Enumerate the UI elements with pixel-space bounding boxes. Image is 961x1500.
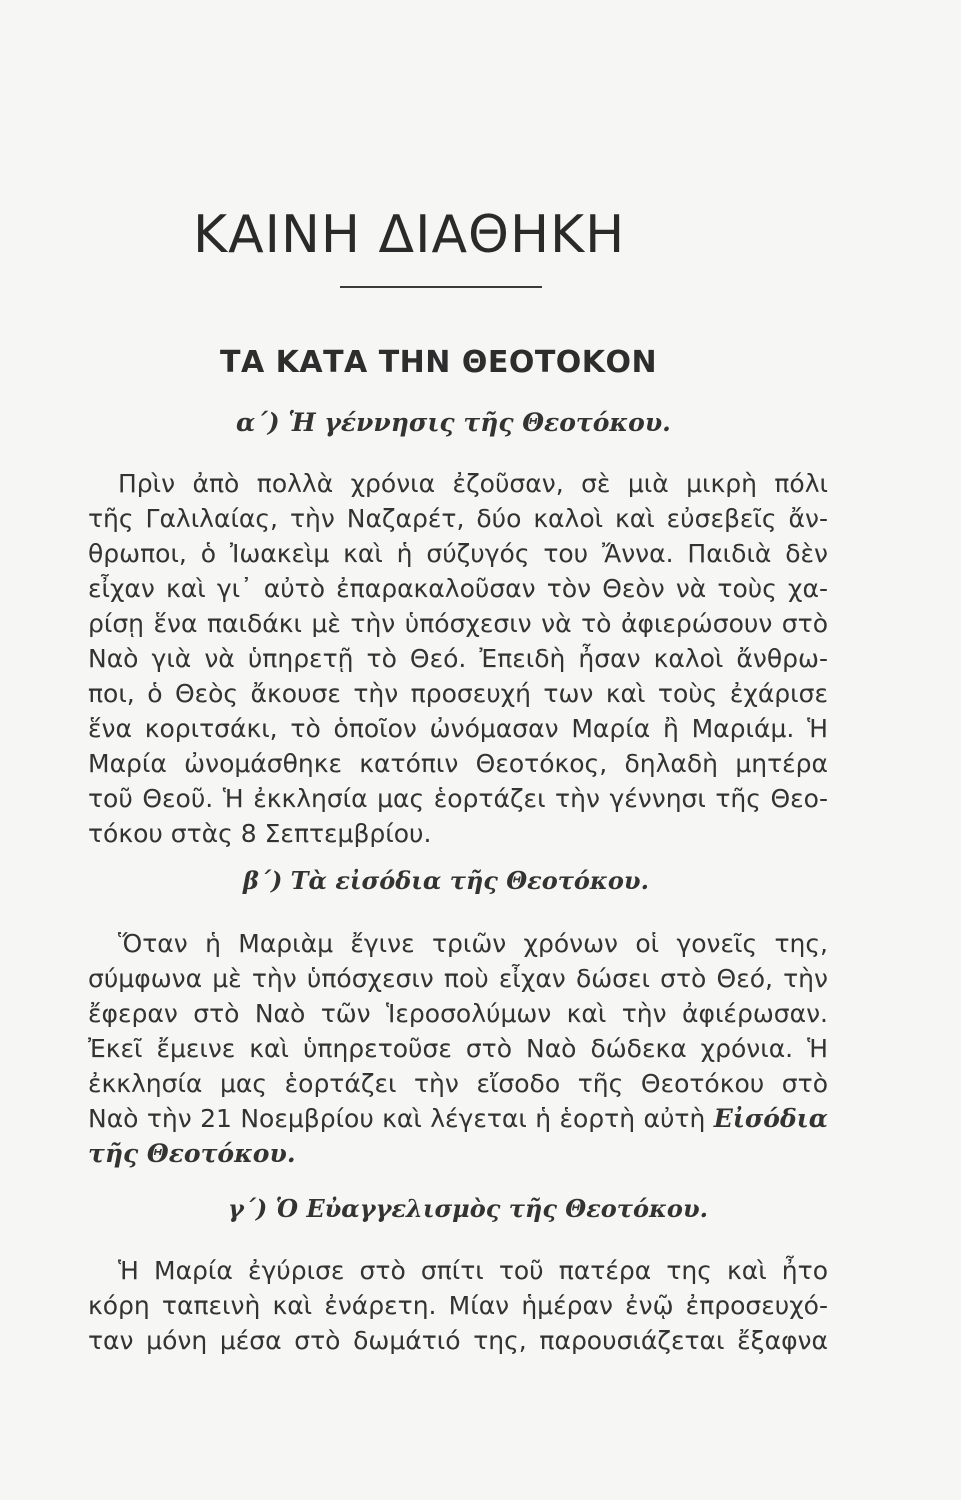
paragraph-line: ποι, ὁ Θεὸς ἄκουσε τὴν προσευχή των καὶ τοὺς ἐχάρισε xyxy=(88,679,828,708)
paragraph-line: ταν μόνη μέσα στὸ δωμάτιό της, παρουσιάζεται ἔξαφνα xyxy=(88,1326,828,1355)
paragraph-text: Ναὸ τὴν 21 Νοεμβρίου καὶ λέγεται ἡ ἑορτὴ αὐτὴ xyxy=(88,1104,706,1133)
section-heading-annunciation xyxy=(228,1194,708,1223)
paragraph-line: θρωποι, ὁ Ἰωακεὶμ καὶ ἡ σύζυγός του Ἄννα. Παιδιὰ δὲν xyxy=(88,539,828,568)
paragraph-line: σύμφωνα μὲ τὴν ὑπόσχεσιν ποὺ εἶχαν δώσει στὸ Θεό, τὴν xyxy=(88,964,828,993)
paragraph-line: τόκου στὰς 8 Σεπτεμβρίου. xyxy=(88,819,432,848)
title-rule-divider xyxy=(340,286,542,288)
paragraph-line xyxy=(88,1136,828,1171)
paragraph-line: τῆς Γαλιλαίας, τὴν Ναζαρέτ, δύο καλοὶ καὶ εὐσεβεῖς ἄν- xyxy=(88,504,828,533)
paragraph-line: κόρη ταπεινὴ καὶ ἐνάρετη. Μίαν ἡμέραν ἐνῷ ἐπροσευχό- xyxy=(88,1291,828,1320)
paragraph-line: ἔφεραν στὸ Ναὸ τῶν Ἱεροσολύμων καὶ τὴν ἀφιέρωσαν. xyxy=(88,999,828,1028)
main-title: ΚΑΙΝΗ ΔΙΑΘΗΚΗ xyxy=(193,205,626,265)
emphasis-term-continued: τῆς Θεοτόκου. xyxy=(88,1139,296,1168)
paragraph-line: Μαρία ὠνομάσθηκε κατόπιν Θεοτόκος, δηλαδὴ μητέρα xyxy=(88,749,828,778)
section-heading-entry xyxy=(243,866,649,895)
paragraph-line: ρίσῃ ἕνα παιδάκι μὲ τὴν ὑπόσχεσιν νὰ τὸ ἀφιερώσουν στὸ xyxy=(88,609,828,638)
paragraph-line: Ἡ Μαρία ἐγύρισε στὸ σπίτι τοῦ πατέρα της καὶ ἦτο xyxy=(118,1256,828,1285)
section-paragraph-annunciation xyxy=(88,1253,828,1358)
paragraph-line: τοῦ Θεοῦ. Ἡ ἐκκλησία μας ἑορτάζει τὴν γέννησι τῆς Θεο- xyxy=(88,784,828,813)
paragraph-line: εἶχαν καὶ γι᾿ αὐτὸ ἐπαρακαλοῦσαν τὸν Θεὸν νὰ τοὺς χα- xyxy=(88,574,828,603)
section-heading-birth: α΄) Ἡ γέννησις τῆς Θεοτόκου. xyxy=(236,408,671,437)
section-heading-prefix: γ΄) xyxy=(228,1194,276,1223)
section-heading-title: Ὁ Εὐαγγελισμὸς τῆς Θεοτόκου. xyxy=(275,1194,708,1223)
paragraph-line-emphasis xyxy=(88,1101,828,1136)
section-paragraph-entry xyxy=(88,926,828,1171)
paragraph-line: Ναὸ γιὰ νὰ ὑπηρετῇ τὸ Θεό. Ἐπειδὴ ἦσαν καλοὶ ἄνθρω- xyxy=(88,644,828,673)
section-paragraph-birth xyxy=(88,466,828,851)
section-heading-prefix: β΄) xyxy=(243,866,291,895)
subtitle: ΤΑ ΚΑΤΑ ΤΗΝ ΘΕΟΤΟΚΟΝ xyxy=(220,345,658,380)
paragraph-line: ἐκκλησία μας ἑορτάζει τὴν εἴσοδο τῆς Θεοτόκου στὸ xyxy=(88,1069,828,1098)
emphasis-term: Εἰσόδια xyxy=(713,1104,828,1133)
paragraph-line: Ὅταν ἡ Μαριὰμ ἔγινε τριῶν χρόνων οἱ γονεῖς της, xyxy=(118,929,828,958)
section-heading-title: Τὰ εἰσόδια τῆς Θεοτόκου. xyxy=(290,866,649,895)
paragraph-line: Πρὶν ἀπὸ πολλὰ χρόνια ἐζοῦσαν, σὲ μιὰ μικρὴ πόλι xyxy=(118,469,828,498)
paragraph-line: Ἐκεῖ ἔμεινε καὶ ὑπηρετοῦσε στὸ Ναὸ δώδεκα χρόνια. Ἡ xyxy=(88,1034,828,1063)
paragraph-line: ἕνα κοριτσάκι, τὸ ὁποῖον ὠνόμασαν Μαρία ἢ Μαριάμ. Ἡ xyxy=(88,714,828,743)
